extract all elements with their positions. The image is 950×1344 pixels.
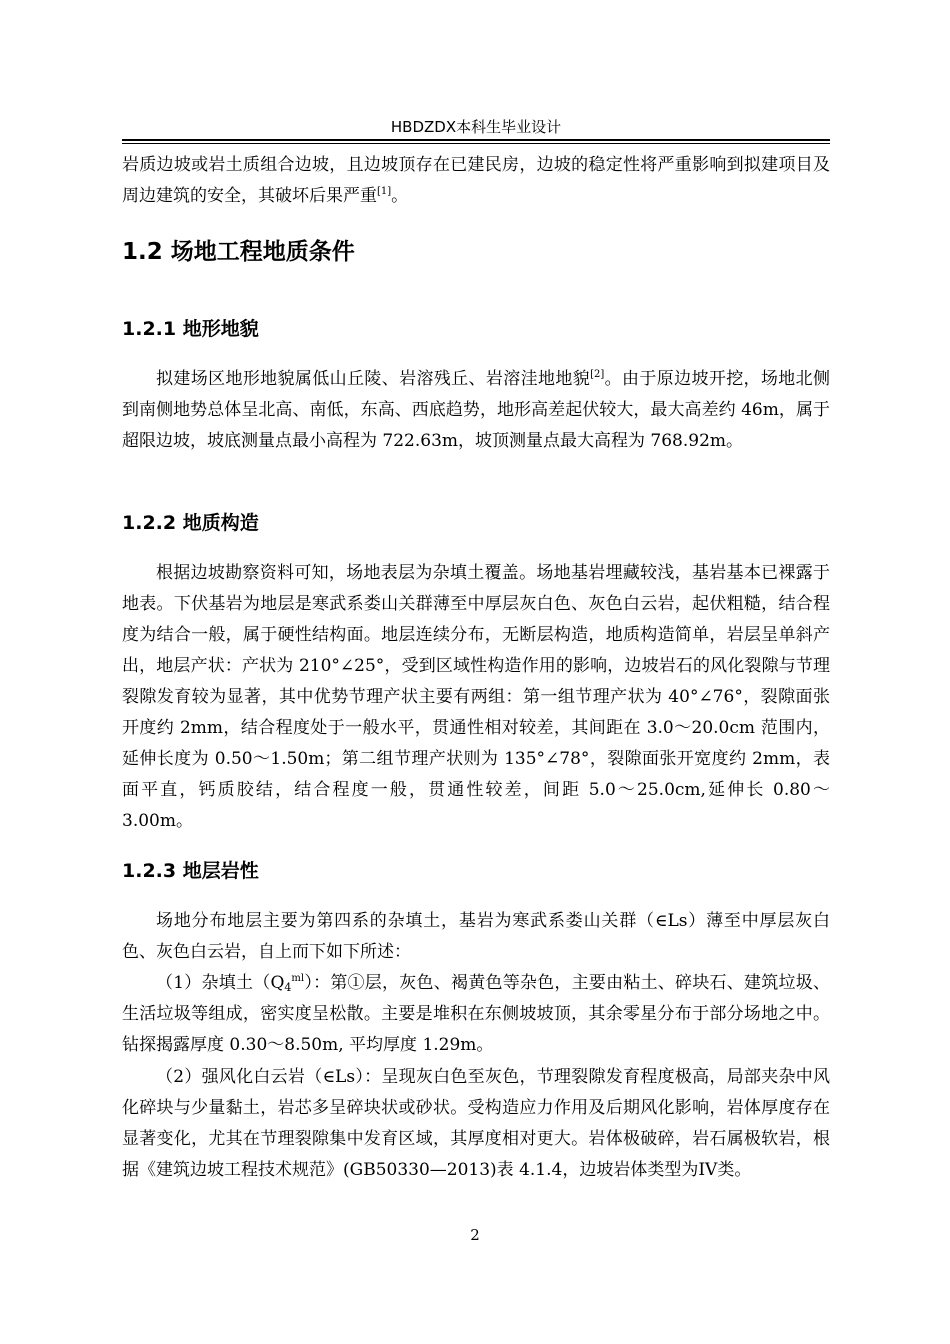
- terrain-text-a: 拟建场区地形地貌属低山丘陵、岩溶残丘、岩溶洼地地貌: [156, 369, 591, 389]
- page-number: 2: [470, 1226, 480, 1244]
- citation-ref-1: [1]: [377, 186, 392, 197]
- strata-intro-paragraph: 场地分布地层主要为第四系的杂填土，基岩为寒武系娄山关群（∈Ls）薄至中厚层灰白色、灰色白云岩，自上而下如下所述：: [122, 911, 830, 962]
- fill-text-b: ）：第①层，灰色、褐黄色等杂色，主要由粘土、碎块石、建筑垃圾、生活垃圾等组成，密实度呈松散。主要是堆积在东侧坡坡顶，其余零星分布于部分场地之中。钻探揭露厚度 0.30～8.50m, 平均厚度 1.29m。: [122, 973, 830, 1055]
- citation-ref-2: [2]: [590, 369, 605, 380]
- structure-paragraph: 根据边坡勘察资料可知，场地表层为杂填土覆盖。场地基岩埋藏较浅，基岩基本已裸露于地表。下伏基岩为地层是寒武系娄山关群薄至中厚层灰白色、灰色白云岩，起伏粗糙，结合程度为结合一般，属于硬性结构面。地层连续分布，无断层构造，地质构造简单，岩层呈单斜产出，地层产状：产状为 210°∠25°，受到区域性构造作用的影响，边坡岩石的风化裂隙与节理裂隙发育较为显著，其中优势节理产状主要有两组：第一组节理产状为 40°∠76°，裂隙面张开度约 2mm，结合程度处于一般水平，贯通性相对较差，其间距在 3.0～20.0cm 范围内，延伸长度为 0.50～1.50m；第二组节理产状则为 135°∠78°，裂隙面张开宽度约 2mm，表面平直，钙质胶结，结合程度一般，贯通性较差，间距 5.0～25.0cm,延伸长 0.80～3.00m。: [122, 563, 830, 831]
- intro-text: 岩质边坡或岩土质组合边坡，且边坡顶存在已建民房，边坡的稳定性将严重影响到拟建项目及周边建筑的安全，其破坏后果严重: [122, 155, 830, 206]
- section-heading: 1.2 场地工程地质条件: [122, 239, 355, 265]
- terrain-paragraph: [122, 364, 830, 457]
- fill-subscript: 4: [284, 981, 292, 994]
- intro-end: 。: [391, 186, 409, 206]
- fill-text-a: （1）杂填土（Q: [156, 973, 285, 993]
- fill-superscript: ml: [291, 973, 305, 984]
- strata-item-dolomite: （2）强风化白云岩（∈Ls）：呈现灰白色至灰色，节理裂隙发育程度极高，局部夹杂中风化碎块与少量黏土，岩芯多呈碎块状或砂状。受构造应力作用及后期风化影响，岩体厚度存在显著变化，尤其在节理裂隙集中发育区域，其厚度相对更大。岩体极破碎，岩石属极软岩，根据《建筑边坡工程技术规范》(GB50330—2013)表 4.1.4，边坡岩体类型为IV类。: [122, 1067, 830, 1180]
- header-rule-thick: [122, 139, 830, 141]
- subsection-heading-terrain: 1.2.1 地形地貌: [122, 318, 259, 340]
- subsection-heading-structure: 1.2.2 地质构造: [122, 512, 259, 534]
- subsection-heading-strata: 1.2.3 地层岩性: [122, 860, 259, 882]
- terrain-text-b: 。由于原边坡开挖，场地北侧到南侧地势总体呈北高、南低，东高、西底趋势，地形高差起伏较大，最大高差约 46m，属于超限边坡，坡底测量点最小高程为 722.63m，坡顶测量点最大高程为 768.92m。: [122, 369, 831, 451]
- header-rule-thin: [122, 143, 830, 144]
- page-header: HBDZDX本科生毕业设计: [390, 118, 562, 136]
- intro-paragraph: [122, 150, 830, 212]
- strata-item-fill: [122, 968, 830, 1061]
